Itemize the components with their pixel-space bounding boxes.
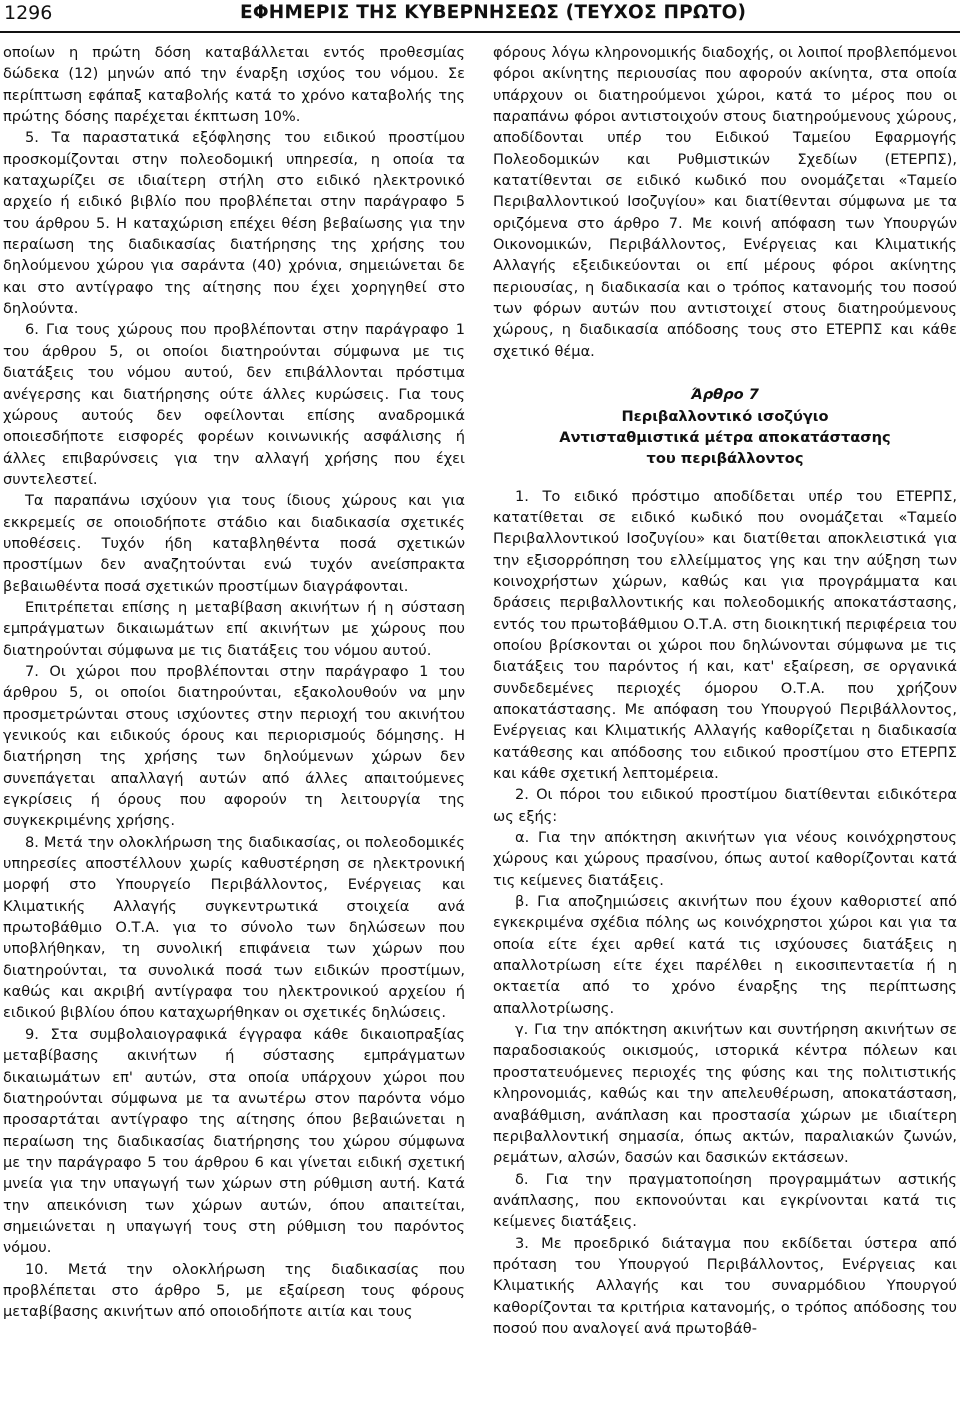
paragraph: 7. Οι χώροι που προβλέπονται στην παράγραφο 1 του άρθρου 5, οι οποίοι διατηρούνται, εξακολουθούν να μην προσμετρώνται στους ισχύοντες στην περιοχή του ακινήτου γενικούς και ειδικούς όρους και περιορισμούς δόμησης. Η διατήρηση της χρήσης των δηλούμενων χώρων δεν συνεπάγεται απαλλαγή αυτών από άλλες απαιτούμενες εγκρίσεις ή όρους που αφορούν τη λειτουργία της συγκεκριμένης χρήσης. — [3, 662, 465, 830]
right-column — [493, 42, 957, 1339]
article-subtitle: Αντισταθμιστικά μέτρα αποκατάστασης — [559, 428, 891, 446]
article-number: Άρθρο 7 — [691, 386, 759, 404]
left-column — [3, 42, 465, 1323]
paragraph: 3. Με προεδρικό διάταγμα που εκδίδεται ύστερα από πρόταση του Υπουργού Περιβάλλοντος, Ενέργειας και Κλιματικής Αλλαγής και του συναρμόδιου Υπουργού καθορίζονται τα κριτήρια κατανομής, ο τρόπος απόδοσης του ποσού που αναλογεί ανά πρωτοβάθ- — [493, 1234, 957, 1337]
paragraph: 9. Στα συμβολαιογραφικά έγγραφα κάθε δικαιοπραξίας μεταβίβασης ακινήτων ή σύστασης εμπράγματων δικαιωμάτων επ' αυτών, στα οποία υπάρχουν χώροι που διατηρούνται σύμφωνα με τα ανωτέρω στον παρόντα νόμο προσαρτάται αντίγραφο της αίτησης όπου βεβαιώνεται η περαίωση της διαδικασίας διατήρησης του χώρου σύμφωνα με την παράγραφο 5 του άρθρου 6 και γίνεται ειδική σχετική μνεία για την υπαγωγή των χώρων στη ρύθμιση αυτή. Κατά την απεικόνιση των χώρων αυτών, όπου απαιτείται, σημειώνεται η υπαγωγή τους στη ρύθμιση του παρόντος νόμου. — [3, 1025, 465, 1257]
paragraph: 6. Για τους χώρους που προβλέπονται στην παράγραφο 1 του άρθρου 5, οι οποίοι διατηρούνται σύμφωνα με τις διατάξεις του νόμου αυτού, δεν επιβάλλονται πρόστιμα ανέγερσης και διατήρησης ούτε άλλες κυρώσεις. Για τους χώρους αυτούς δεν οφείλονται επίσης αναδρομικά οποιεσδήποτε εισφορές φορέων κοινωνικής ασφάλισης ή άλλες επιβαρύνσεις για την αλλαγή χρήσης που έχει συντελεστεί. — [3, 321, 465, 488]
header-rule — [0, 31, 960, 33]
paragraph: γ. Για την απόκτηση ακινήτων και συντήρηση ακινήτων σε παραδοσιακούς οικισμούς, ιστορικά κέντρα πόλεων και προστατευόμενες περιοχές της φύσης και της πολιτιστικής κληρονομιάς, καθώς και την απελευθέρωση, αποκατάσταση, αναβάθμιση, ανάπλαση και προστασία χώρων με ιδιαίτερη περιβαλλοντική σημασία, όπως ακτών, παραλιακών ζωνών, ρεμάτων, αλσών, δασών και δασικών εκτάσεων. — [493, 1021, 957, 1167]
paragraph: Τα παραπάνω ισχύουν για τους ίδιους χώρους και για εκκρεμείς σε οποιοδήποτε στάδιο και διαδικασία σχετικές υποθέσεις. Τυχόν ήδη καταβληθέντα ποσά σχετικών προστίμων δεν αναζητούνται ενώ τυχόν ανείσπρακτα βεβαιωθέντα ποσά σχετικών προστίμων διαγράφονται. — [3, 492, 465, 595]
paragraph: β. Για αποζημιώσεις ακινήτων που έχουν καθοριστεί από εγκεκριμένα σχέδια πόλης ως κοινόχρηστοι χώροι και για τα οποία είτε έχει αρθεί κατά τις ισχύουσες διατάξεις η απαλλοτρίωση είτε έχει παρέλθει η εικοσιπενταετία ή η οκταετία από το χρόνο έναρξης της περίπτωσης απαλλοτρίωσης. — [493, 893, 957, 1017]
paragraph: φόρους λόγω κληρονομικής διαδοχής, οι λοιποί προβλεπόμενοι φόροι ακίνητης περιουσίας που αφορούν ακίνητα, στα οποία υπάρχουν οι διατηρούμενοι χώροι, κατά το μέρος που οι παραπάνω φόροι αντιστοιχούν στους διατηρούμενους χώρους, αποδίδονται υπέρ του Ειδικού Ταμείου Εφαρμογής Πολεοδομικών και Ρυθμιστικών Σχεδίων (ΕΤΕΡΠΣ), κατατίθενται σε ειδικό κωδικό που ονομάζεται «Ταμείο Περιβαλλοντικού Ισοζυγίου» και διατίθενται σύμφωνα με τα οριζόμενα στο άρθρο 7. Με κοινή απόφαση των Υπουργών Οικονομικών, Περιβάλλοντος, Ενέργειας και Κλιματικής Αλλαγής εξειδικεύονται οι επί μέρους φόροι ακίνητης περιουσίας, η διαδικασία και ο τρόπος κατανομής του ποσού των φόρων αυτών που αντιστοιχεί στους διατηρούμενους χώρους, η διαδικασία απόδοσης τους στο ΕΤΕΡΠΣ και κάθε σχετικό θέμα. — [493, 44, 957, 360]
paragraph: 5. Τα παραστατικά εξόφλησης του ειδικού προστίμου προσκομίζονται στην πολεοδομική υπηρεσία, η οποία τα καταχωρίζει σε ιδιαίτερη στήλη στο ειδικό ηλεκτρονικό αρχείο ή ειδικό βιβλίο που προβλέπεται στην παράγραφο 5 του άρθρου 5. Η καταχώριση επέχει θέση βεβαίωσης για την περαίωση της διαδικασίας διατήρησης της χρήσης του δηλούμενου χώρου για σαράντα (40) χρόνια, σημειώνεται δε και στο αντίγραφο της αίτησης που έχει χορηγηθεί στο δηλούντα. — [3, 129, 465, 318]
paragraph: 10. Μετά την ολοκλήρωση της διαδικασίας που προβλέπεται στο άρθρο 5, με εξαίρεση τους φόρους μεταβίβασης ακινήτων από οποιοδήποτε αιτία και τους — [3, 1260, 465, 1321]
article-subtitle-cont: του περιβάλλοντος — [646, 450, 804, 468]
paragraph: 2. Οι πόροι του ειδικού προστίμου διατίθενται ειδικότερα ως εξής: — [493, 786, 957, 825]
article-title: Περιβαλλοντικό ισοζύγιο — [621, 407, 829, 425]
paragraph: α. Για την απόκτηση ακινήτων για νέους κοινόχρηστους χώρους και χώρους πρασίνου, όπως αυτοί καθορίζονται κατά τις κείμενες διατάξεις. — [493, 829, 957, 889]
paragraph: 8. Μετά την ολοκλήρωση της διαδικασίας, οι πολεοδομικές υπηρεσίες αποστέλλουν χωρίς καθυστέρηση σε ηλεκτρονική μορφή στο Υπουργείο Περιβάλλοντος, Ενέργειας και Κλιματικής Αλλαγής συγκεντρωτικά στοιχεία ανά πρωτοβάθμιο Ο.Τ.Α. για το σύνολο των δηλώσεων που υποβλήθηκαν, τη συνολική επιφάνεια των χώρων που διατηρούνται, τα συνολικά ποσά των ειδικών προστίμων, καθώς και ακριβή αντίγραφα του ηλεκτρονικού αρχείου ή ειδικού βιβλίου όπου καταχωρήθηκαν οι σχετικές δηλώσεις. — [3, 833, 465, 1022]
paragraph: οποίων η πρώτη δόση καταβάλλεται εντός προθεσμίας δώδεκα (12) μηνών από την έναρξη ισχύος του νόμου. Σε περίπτωση εφάπαξ καταβολής κατά το χρόνο καταβολής της πρώτης δόσης παρέχεται έκπτωση 10%. — [3, 44, 465, 126]
paragraph: δ. Για την πραγματοποίηση προγραμμάτων αστικής ανάπλασης, που εκπονούνται και εγκρίνονται κατά τις κείμενες διατάξεις. — [493, 1170, 957, 1231]
page-number: 1296 — [4, 2, 53, 24]
paragraph: 1. Το ειδικό πρόστιμο αποδίδεται υπέρ του ΕΤΕΡΠΣ, κατατίθεται σε ειδικό κωδικό που ονομάζεται «Ταμείο Περιβαλλοντικού Ισοζυγίου» και διατίθεται αποκλειστικά για την εξισορρόπηση του ελλείμματος γης και την αύξηση των κοινοχρήστων χώρων, καθώς και για προγράμματα και δράσεις περιβαλλοντικής και πολεοδομικής αποκατάστασης, εντός του πρωτοβάθμιου Ο.Τ.Α. στη διοικητική περιφέρεια του οποίου βρίσκονται οι χώροι που δηλώνονται σύμφωνα με τις διατάξεις του παρόντος ή και, κατ' εξαίρεση, σε οργανικά συνδεδεμένες περιοχές όμορου Ο.Τ.Α. που χρήζουν αποκατάστασης. Με απόφαση του Υπουργού Περιβάλλοντος, Ενέργειας και Κλιματικής Αλλαγής καθορίζεται η διαδικασία κατάθεσης και απόδοσης του ειδικού προστίμου στο ΕΤΕΡΠΣ και κάθε σχετική λεπτομέρεια. — [493, 487, 957, 782]
gazette-title: ΕΦΗΜΕΡΙΣ ΤΗΣ ΚΥΒΕΡΝΗΣΕΩΣ (ΤΕΥΧΟΣ ΠΡΩΤΟ) — [240, 2, 747, 23]
article-heading — [493, 384, 957, 469]
page-header — [0, 0, 960, 34]
paragraph: Επιτρέπεται επίσης η μεταβίβαση ακινήτων ή η σύσταση εμπράγματων δικαιωμάτων επί ακινήτων με χώρους που διατηρούνται σύμφωνα με τις διατάξεις του νόμου αυτού. — [3, 598, 465, 659]
